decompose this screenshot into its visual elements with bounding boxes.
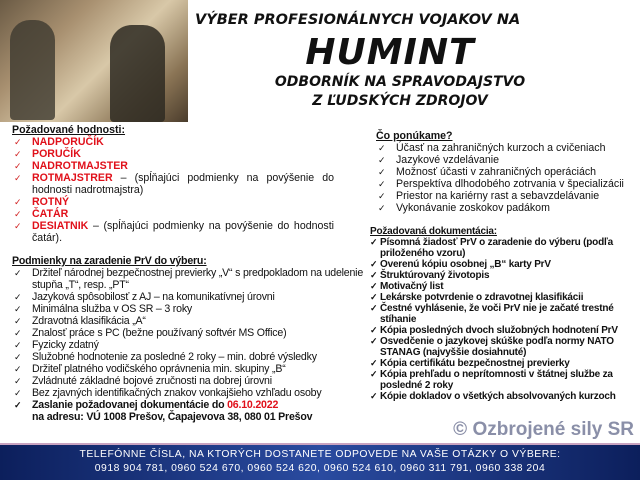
checkmark-icon: ✓ — [378, 179, 386, 189]
list-item: ✓ Možnosť účasti v zahraničných operáciách — [378, 166, 597, 178]
list-item: ✓ Overenú kópiu osobnej „B“ karty PrV — [370, 259, 551, 270]
checkmark-icon: ✓ — [14, 209, 22, 219]
conditions-heading: Podmienky na zaradenie PrV do výberu: — [12, 255, 207, 267]
footer-line1: TELEFÓNNE ČÍSLA, NA KTORÝCH DOSTANETE ODPOVEDE NA VAŠE OTÁZKY O VÝBERE: — [79, 449, 561, 460]
docs-section — [370, 226, 640, 402]
checkmark-icon: ✓ — [14, 364, 22, 374]
list-item: ✓ Zdravotná klasifikácia „A“ — [14, 315, 146, 327]
checkmark-icon: ✓ — [370, 303, 378, 313]
list-item: ✓ Fyzicky zdatný — [14, 339, 99, 351]
checkmark-icon: ✓ — [370, 325, 378, 335]
list-item: ✓ Perspektíva dlhodobého zotrvania v špecializácii — [378, 178, 624, 190]
list-item: ✓ Kópie dokladov o všetkých absolvovaných kurzoch — [370, 391, 616, 402]
list-item: ✓ Jazykové vzdelávanie — [378, 154, 500, 166]
list-item: ✓ ROTMAJSTRER – (spĺňajúci podmienky na povýšenie do hodnosti nadrotmajstra) — [14, 172, 334, 196]
list-item: ✓ Kópia certifikátu bezpečnostnej previerky — [370, 358, 570, 369]
checkmark-icon: ✓ — [14, 161, 22, 171]
list-item: ✓ Čestné vyhlásenie, že voči PrV nie je začaté trestné stíhanie — [370, 303, 614, 325]
offer-section — [376, 130, 638, 214]
checkmark-icon: ✓ — [378, 143, 386, 153]
checkmark-icon: ✓ — [14, 197, 22, 207]
checkmark-icon: ✓ — [14, 340, 22, 350]
list-item: ✓ Osvedčenie o jazykovej skúške podľa normy NATO STANAG (najvyššie dosiahnuté) — [370, 336, 614, 358]
list-item: ✓ Priestor na kariérny rast a sebavzdelávanie — [378, 190, 600, 202]
footer-contacts — [0, 445, 640, 480]
list-item: ✓ Držiteľ platného vodičského oprávnenia min. skupiny „B“ — [14, 363, 286, 375]
list-item: ✓ NADPORUČÍK — [14, 136, 104, 148]
list-item: ✓ Minimálna služba v OS SR – 3 roky — [14, 303, 193, 315]
checkmark-icon: ✓ — [14, 268, 22, 278]
checkmark-icon: ✓ — [378, 167, 386, 177]
checkmark-icon: ✓ — [370, 391, 378, 401]
ranks-heading: Požadované hodnosti: — [12, 124, 126, 136]
list-item: ✓ PORUČÍK — [14, 148, 81, 160]
offer-heading: Čo ponúkame? — [376, 130, 453, 142]
ranks-section — [12, 124, 334, 244]
checkmark-icon: ✓ — [14, 304, 22, 314]
checkmark-icon: ✓ — [14, 137, 22, 147]
list-item: ✓ Zvládnuté základné bojové zručnosti na dobrej úrovni — [14, 375, 272, 387]
footer-phones: 0918 904 781, 0960 524 670, 0960 524 620, 0960 524 610, 0960 311 791, 0960 338 204 — [94, 463, 546, 474]
checkmark-icon: ✓ — [378, 155, 386, 165]
list-item: ✓ ROTNÝ — [14, 196, 70, 208]
checkmark-icon: ✓ — [14, 376, 22, 386]
list-item: ✓ Vykonávanie zoskokov padákom — [378, 202, 550, 214]
list-item: ✓ Kópia posledných dvoch služobných hodnotení PrV — [370, 325, 618, 336]
checkmark-icon: ✓ — [14, 352, 22, 362]
checkmark-icon: ✓ — [378, 191, 386, 201]
checkmark-icon: ✓ — [370, 336, 378, 346]
list-item: ✓ Služobné hodnotenie za posledné 2 roky – min. dobré výsledky — [14, 351, 317, 363]
list-item: ✓ Držiteľ národnej bezpečnostnej previerky „V“ s predpokladom na udelenie stupňa „T“, resp. „PT“ — [14, 267, 364, 291]
checkmark-icon: ✓ — [14, 400, 22, 410]
header-humint: HUMINT — [305, 32, 475, 73]
list-item: ✓ Jazyková spôsobilosť z AJ – na komunikatívnej úrovni — [14, 291, 275, 303]
list-item: ✓ Písomná žiadosť PrV o zaradenie do výberu (podľa priloženého vzoru) — [370, 237, 613, 259]
list-item: ✓ Kópia prehľadu o neprítomnosti v štátnej službe za posledné 2 roky — [370, 369, 613, 391]
checkmark-icon: ✓ — [14, 292, 22, 302]
list-item: ✓ Lekárske potvrdenie o zdravotnej klasifikácii — [370, 292, 584, 303]
list-item: ✓ Zaslanie požadovanej dokumentácie do 06.10.2022 na adresu: VÚ 1008 Prešov, Čapajevova 38, 080 01 Prešov — [14, 399, 313, 423]
checkmark-icon: ✓ — [370, 358, 378, 368]
checkmark-icon: ✓ — [370, 281, 378, 291]
list-item: ✓ Znalosť práce s PC (bežne používaný softvér MS Office) — [14, 327, 287, 339]
checkmark-icon: ✓ — [370, 369, 378, 379]
docs-heading: Požadovaná dokumentácia: — [370, 226, 497, 237]
watermark: © Ozbrojené sily SR — [453, 419, 634, 440]
list-item: ✓ Motivačný list — [370, 281, 444, 292]
checkmark-icon: ✓ — [370, 259, 378, 269]
header-line1: VÝBER PROFESIONÁLNYCH VOJAKOV NA — [195, 12, 521, 28]
checkmark-icon: ✓ — [370, 270, 378, 280]
checkmark-icon: ✓ — [14, 316, 22, 326]
soldiers-photo — [0, 0, 188, 122]
header-line4: Z ĽUDSKÝCH ZDROJOV — [312, 93, 488, 109]
list-item: ✓ Bez zjavných identifikačných znakov vonkajšieho vzhľadu osoby — [14, 387, 322, 399]
deadline: 06.10.2022 — [227, 399, 279, 411]
header-line3: ODBORNÍK NA SPRAVODAJSTVO — [274, 74, 526, 90]
list-item: ✓ Štruktúrovaný životopis — [370, 270, 490, 281]
conditions-section — [12, 255, 368, 423]
checkmark-icon: ✓ — [370, 292, 378, 302]
list-item: ✓ NADROTMAJSTER — [14, 160, 128, 172]
checkmark-icon: ✓ — [14, 328, 22, 338]
checkmark-icon: ✓ — [14, 149, 22, 159]
checkmark-icon: ✓ — [370, 237, 378, 247]
list-item: ✓ Účasť na zahraničných kurzoch a cvičeniach — [378, 142, 606, 154]
list-item: ✓ DESIATNIK – (spĺňajúci podmienky na povýšenie do hodnosti čatár). — [14, 220, 334, 244]
checkmark-icon: ✓ — [14, 173, 22, 183]
checkmark-icon: ✓ — [14, 221, 22, 231]
checkmark-icon: ✓ — [14, 388, 22, 398]
list-item: ✓ ČATÁR — [14, 208, 69, 220]
checkmark-icon: ✓ — [378, 203, 386, 213]
